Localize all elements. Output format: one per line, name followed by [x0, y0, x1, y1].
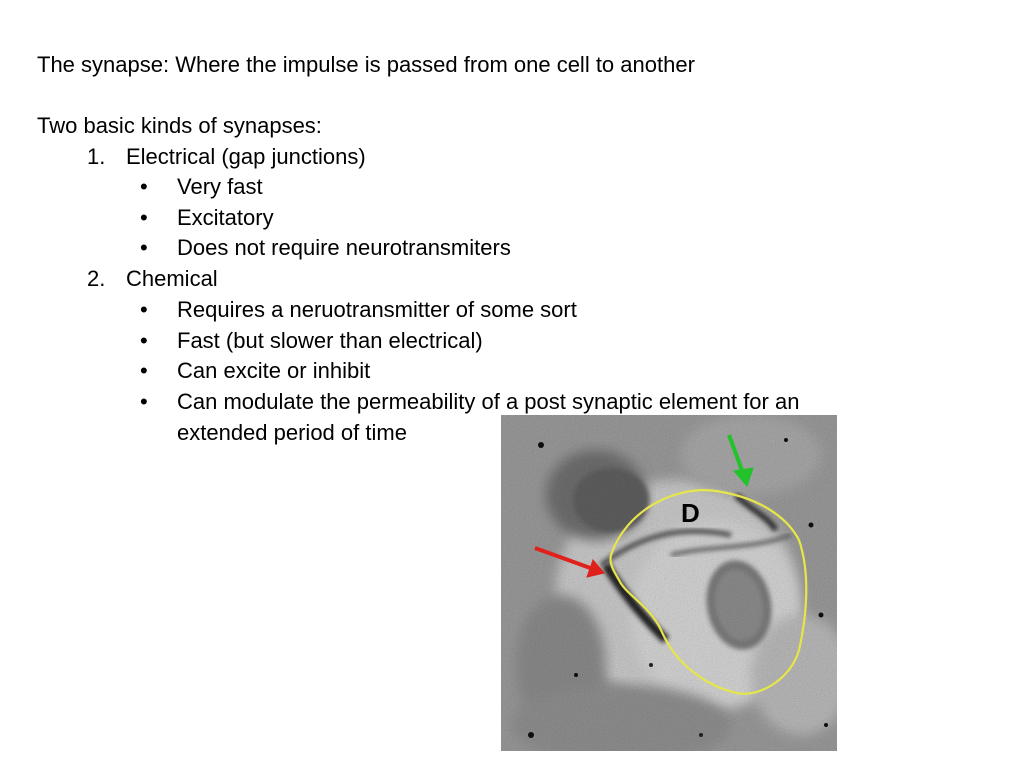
bullet-glyph: •	[140, 328, 148, 353]
bullet-glyph: •	[140, 389, 148, 414]
bullet-text: Can modulate the permeability of a post synaptic element for an	[177, 389, 800, 414]
list-item-chemical: Chemical	[126, 266, 218, 291]
synapse-micrograph	[501, 415, 837, 751]
list-item-electrical: Electrical (gap junctions)	[126, 144, 366, 169]
bullet-glyph: •	[140, 358, 148, 383]
list-number-1: 1.	[87, 144, 106, 169]
bullet-text: Fast (but slower than electrical)	[177, 328, 483, 353]
bullet-text: Does not require neurotransmiters	[177, 235, 511, 260]
bullet-glyph: •	[140, 297, 148, 322]
slide-title: The synapse: Where the impulse is passed from one cell to another	[37, 52, 695, 77]
bullet-text: Excitatory	[177, 205, 274, 230]
bullet-glyph: •	[140, 235, 148, 260]
bullet-text: Can excite or inhibit	[177, 358, 371, 383]
bullet-text: Requires a neruotransmitter of some sort	[177, 297, 577, 322]
list-number-2: 2.	[87, 266, 106, 291]
bullet-glyph: •	[140, 205, 148, 230]
bullet-glyph: •	[140, 174, 148, 199]
bullet-text: Very fast	[177, 174, 263, 199]
intro-text: Two basic kinds of synapses:	[37, 113, 322, 138]
bullet-text-continuation: extended period of time	[177, 420, 407, 445]
dendrite-label: D	[681, 498, 700, 528]
